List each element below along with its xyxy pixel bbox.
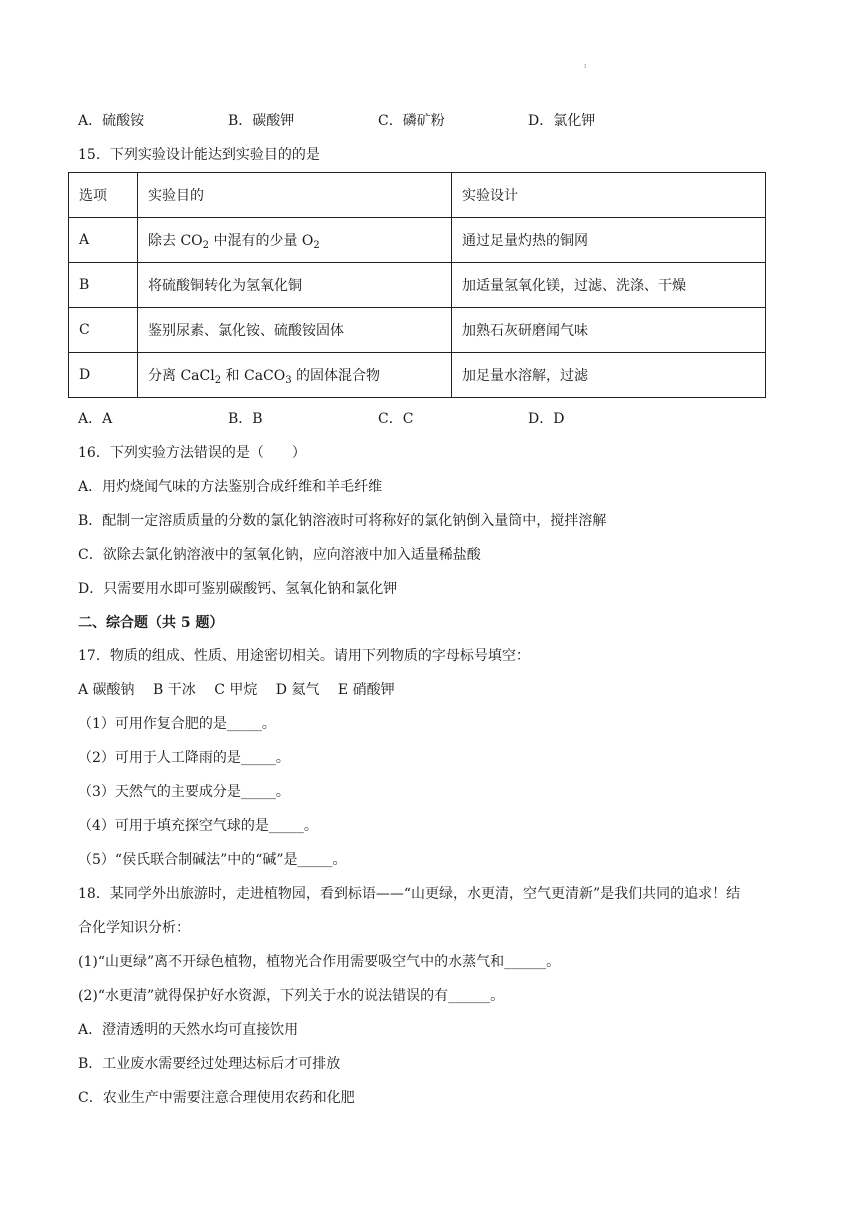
row-goal: 鉴别尿素、氯化铵、硫酸铵固体: [138, 308, 452, 353]
row-goal: 将硫酸铜转化为氢氧化铜: [138, 263, 452, 308]
q16-option-d: D．只需要用水即可鉴别碳酸钙、氢氧化钠和氯化钾: [78, 581, 398, 597]
row-option: A: [69, 218, 138, 263]
q15-option-b: B．B: [228, 411, 263, 427]
row-option: C: [69, 308, 138, 353]
q16-option-b: B．配制一定溶质质量的分数的氯化钠溶液时可将称好的氯化钠倒入量筒中，搅拌溶解: [78, 513, 607, 529]
row-goal: 除去 $CO_2$ 中混有的少量 $O_2$: [138, 218, 452, 263]
q17-item-3: （3）天然气的主要成分是_____。: [78, 784, 290, 800]
q18-part1: (1)“山更绿”离不开绿色植物，植物光合作用需要吸空气中的水蒸气和______。: [78, 954, 561, 970]
row-design: 加适量氢氧化镁，过滤、洗涤、干燥: [452, 263, 766, 308]
row-design: 通过足量灼热的铜网: [452, 218, 766, 263]
table-header-row: [69, 173, 766, 218]
q17-item-4: （4）可用于填充探空气球的是_____。: [78, 818, 318, 834]
row-goal: 分离 CaCl$_2$ 和 CaCO$_3$ 的固体混合物: [138, 353, 452, 398]
q18-part2: (2)“水更清”就得保护好水资源，下列关于水的说法错误的有______。: [78, 988, 505, 1004]
q14-option-c: C．磷矿粉: [378, 113, 445, 129]
row-design: 加足量水溶解，过滤: [452, 353, 766, 398]
table-row: [69, 263, 766, 308]
table-header-goal: 实验目的: [138, 173, 452, 218]
table-header-option: 选项: [69, 173, 138, 218]
q18-option-b: B．工业废水需要经过处理达标后才可排放: [78, 1056, 341, 1072]
q16-option-c: C．欲除去氯化钠溶液中的氢氧化钠，应向溶液中加入适量稀盐酸: [78, 547, 481, 563]
q17-choices: A 碳酸钠 B 干冰 C 甲烷 D 氦气 E 硝酸钾: [78, 682, 395, 698]
table-row: [69, 308, 766, 353]
q18-option-c: C．农业生产中需要注意合理使用农药和化肥: [78, 1090, 355, 1106]
table-row: [69, 353, 766, 398]
row-design: 加熟石灰研磨闻气味: [452, 308, 766, 353]
row-option: D: [69, 353, 138, 398]
q15-stem: 15．下列实验设计能达到实验目的的是: [78, 147, 320, 163]
q15-option-a: A．A: [78, 411, 113, 427]
q16-stem: 16．下列实验方法错误的是（ ）: [78, 445, 306, 461]
q17-stem: 17．物质的组成、性质、用途密切相关。请用下列物质的字母标号填空：: [78, 648, 530, 664]
q17-item-2: （2）可用于人工降雨的是_____。: [78, 750, 290, 766]
table-row: [69, 218, 766, 263]
q18-stem-line1: 18．某同学外出旅游时，走进植物园，看到标语——“山更绿，水更清，空气更清新”是我们共同的追求！结: [78, 886, 741, 902]
q16-option-a: A．用灼烧闻气味的方法鉴别合成纤维和羊毛纤维: [78, 479, 383, 495]
q14-option-b: B．碳酸钾: [228, 113, 295, 129]
section-heading: 二、综合题（共 5 题）: [78, 615, 224, 631]
q15-option-c: C．C: [378, 411, 414, 427]
q18-option-a: A．澄清透明的天然水均可直接饮用: [78, 1022, 299, 1038]
q17-item-1: （1）可用作复合肥的是_____。: [78, 716, 276, 732]
q14-option-a: A．硫酸铵: [78, 113, 145, 129]
experiment-table: [68, 172, 766, 398]
table-header-design: 实验设计: [452, 173, 766, 218]
q14-option-d: D．氯化钾: [528, 113, 596, 129]
page-header-mark: ı: [584, 62, 587, 70]
q18-stem-line2: 合化学知识分析：: [78, 920, 190, 936]
q15-option-d: D．D: [528, 411, 565, 427]
q17-item-5: （5）“侯氏联合制碱法”中的“碱”是_____。: [78, 852, 347, 868]
row-option: B: [69, 263, 138, 308]
